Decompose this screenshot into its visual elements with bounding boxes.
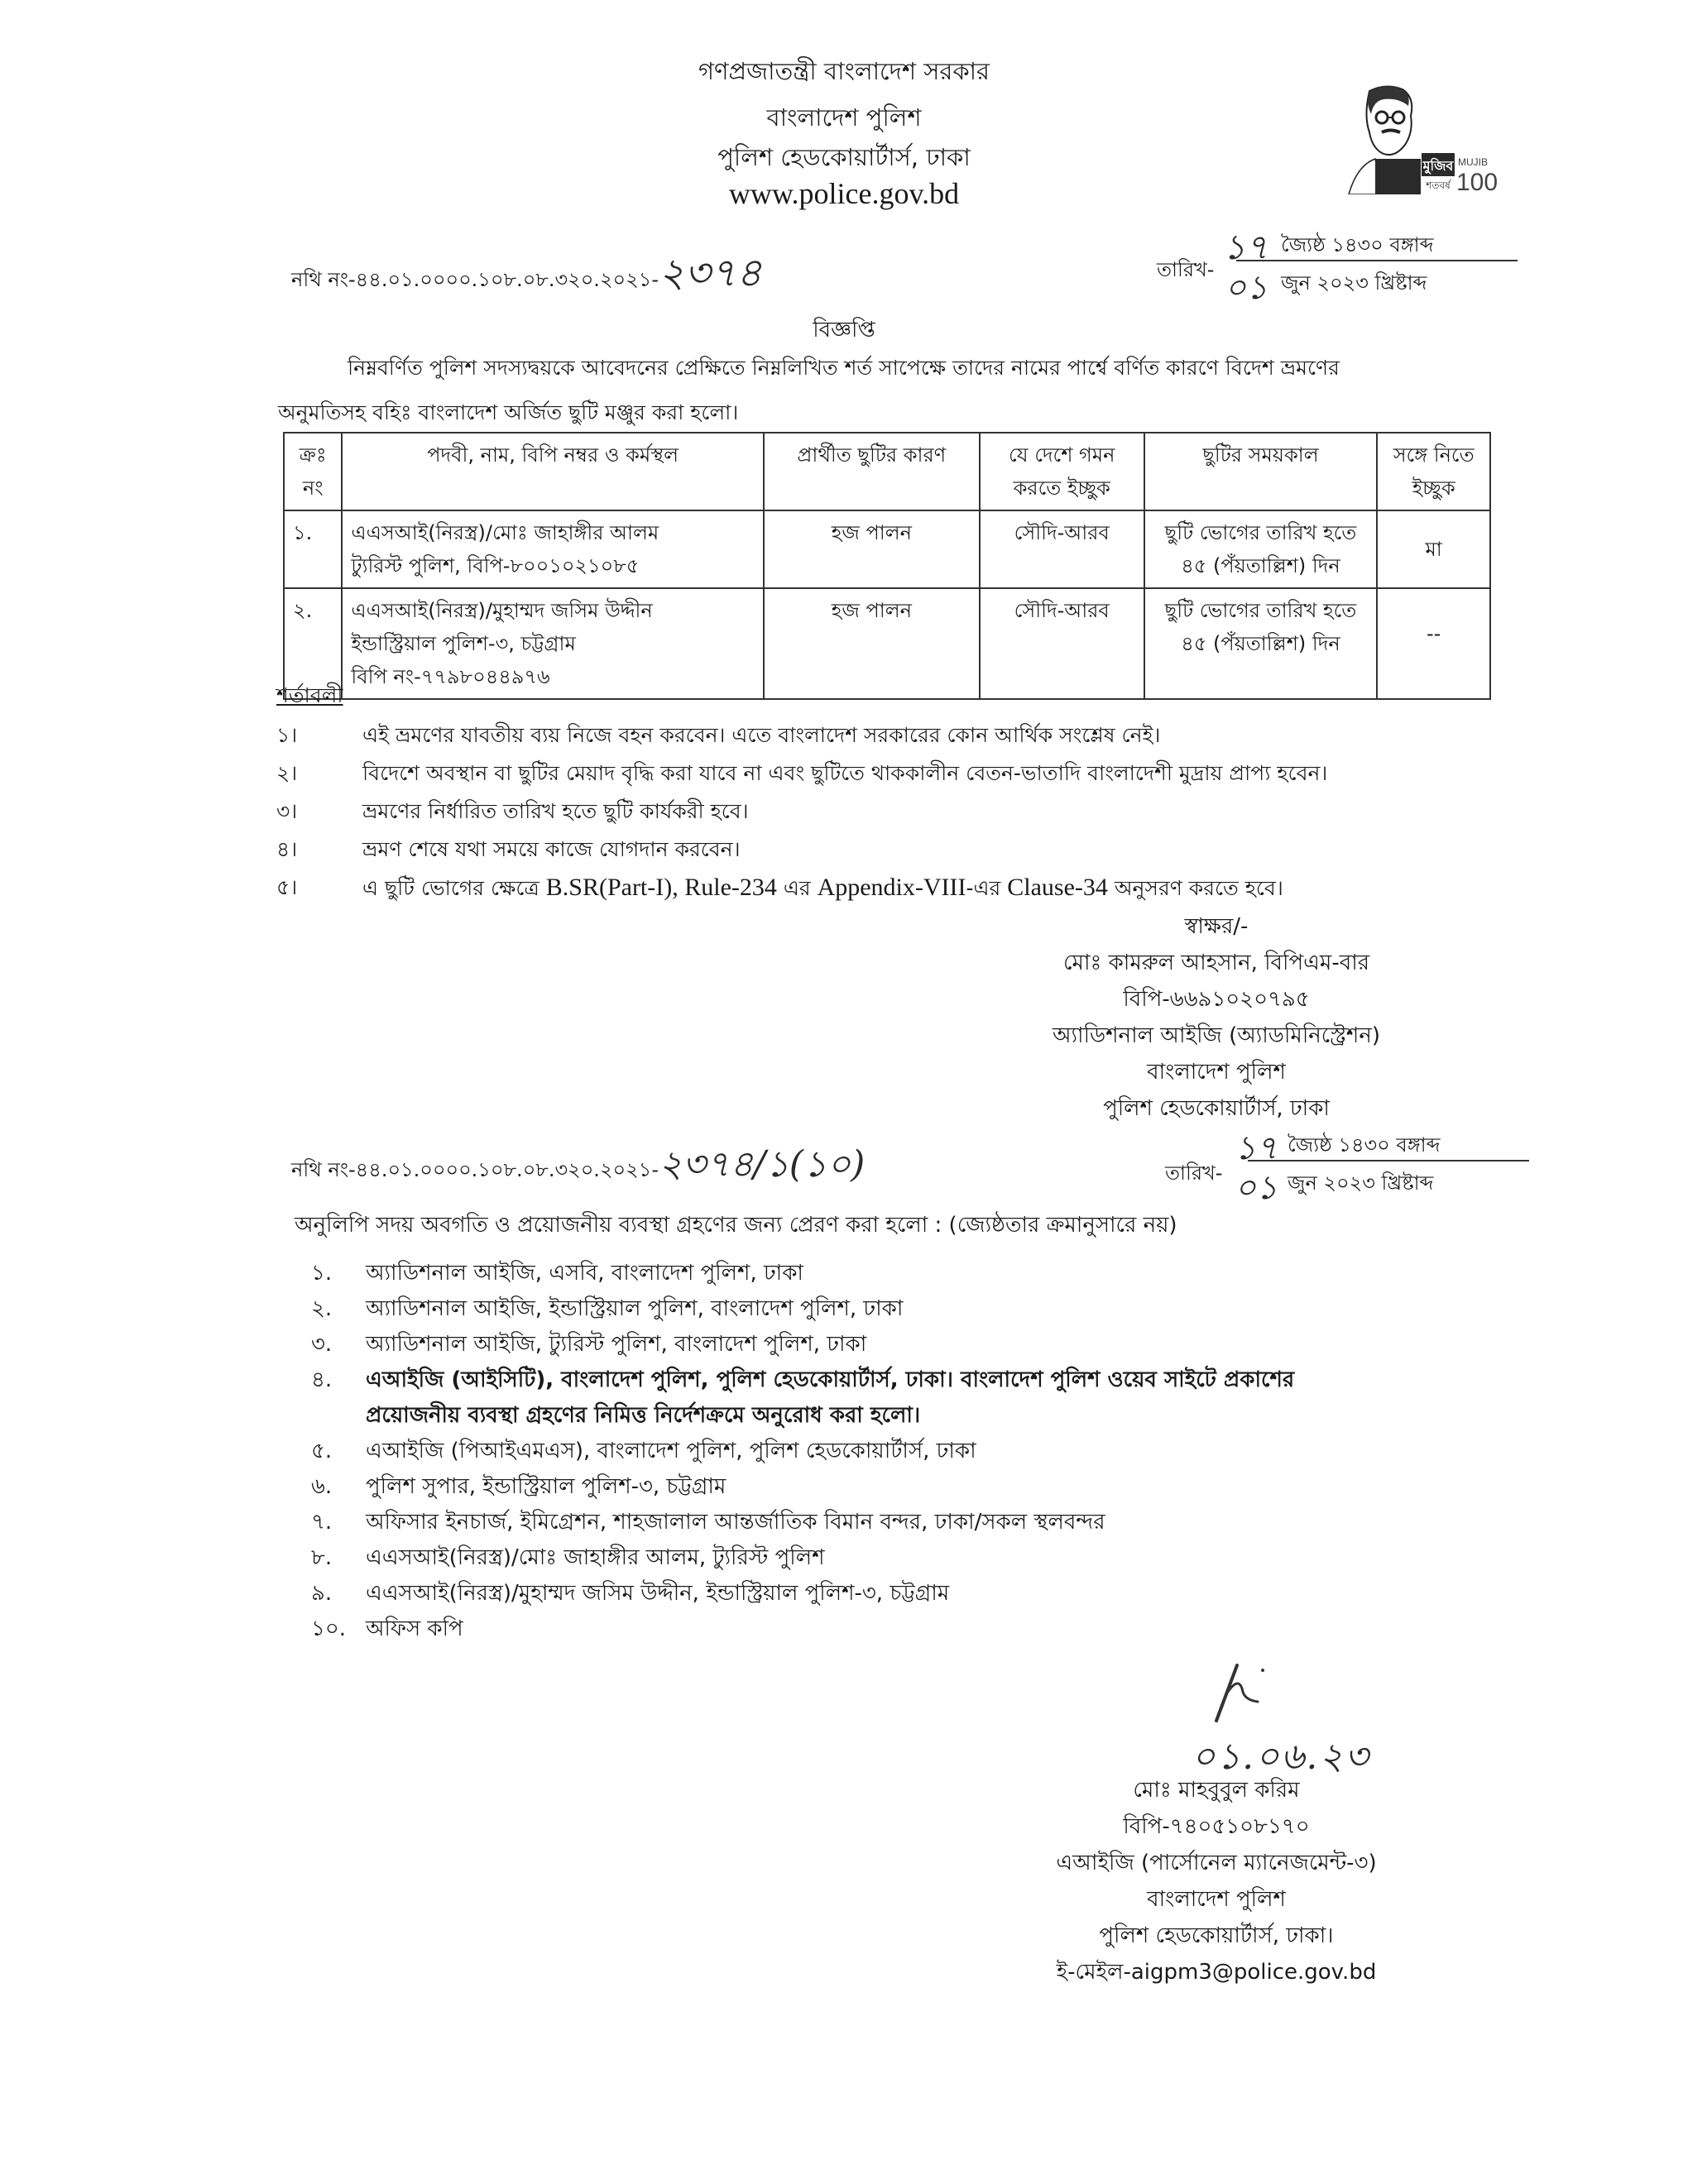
condition-text-mid: এর <box>776 876 818 900</box>
govt-title: গণপ্রজাতন্ত্রী বাংলাদেশ সরকার <box>698 57 990 85</box>
list-number: ৩. <box>311 1332 333 1357</box>
list-item <box>311 1256 1470 1291</box>
list-number: ১০. <box>311 1616 347 1641</box>
condition-number: ২। <box>276 761 298 785</box>
col-details: পদবী, নাম, বিপি নম্বর ও কর্মস্থল <box>342 433 763 510</box>
leave-table <box>283 432 1491 700</box>
condition-text: বিদেশে অবস্থান বা ছুটির মেয়াদ বৃদ্ধি করা যাবে না এবং ছুটিতে থাককালীন বেতন-ভাতাদি বাংলাদেশী মুদ্রায় প্রাপ্য হবেন। <box>362 761 1328 785</box>
signature-icon <box>1200 1659 1299 1729</box>
condition-number: ৩। <box>276 799 298 823</box>
notice-title: বিজ্ঞপ্তি <box>813 318 875 342</box>
notice-body-line1: নিম্নবর্ণিত পুলিশ সদস্যদ্বয়কে আবেদনের প্রেক্ষিতে নিম্নলিখিত শর্ত সাপেক্ষে তাদের নামের পার্শ্বে বর্ণিত কারণে বিদেশ ভ্রমণের <box>348 356 1340 380</box>
memo-number <box>291 243 762 309</box>
list-item <box>311 1576 1470 1612</box>
list-number: ৯. <box>311 1581 333 1606</box>
org-title: বাংলাদেশ পুলিশ <box>766 103 922 132</box>
list-number: ৫. <box>311 1439 333 1463</box>
list-number: ৭. <box>311 1510 333 1535</box>
signatory-block-2 <box>993 1772 1440 1990</box>
list-text: অফিস কপি <box>366 1616 463 1641</box>
list-item <box>311 1434 1470 1469</box>
table-header-row <box>284 433 1490 510</box>
list-text: অ্যাডিশনাল আইজি, ইন্ডাস্ট্রিয়াল পুলিশ, বাংলাদেশ পুলিশ, ঢাকা <box>366 1296 904 1321</box>
condition-number: ৫। <box>276 875 298 899</box>
signature-date: ০১.০৬.২৩ <box>1192 1736 1370 1778</box>
svg-text:শতবর্ষ: শতবর্ষ <box>1426 180 1451 191</box>
date-en: জুন ২০২৩ খ্রিষ্টাব্দ <box>1281 271 1427 295</box>
row-details-line: এএসআই(নিরস্ত্র)/মুহাম্মদ জসিম উদ্দীন <box>351 599 653 622</box>
list-item <box>311 1612 1470 1647</box>
condition-text-post: অনুসরণ করতে হবে। <box>1107 876 1283 900</box>
list-item <box>311 1291 1470 1327</box>
date-label: তারিখ- <box>1157 258 1215 281</box>
condition-text: ভ্রমণের নির্ধারিত তারিখ হতে ছুটি কার্যকরী হবে। <box>362 799 749 823</box>
col-serial: ক্রঃ নং <box>284 433 342 510</box>
row-details-line: ইন্ডাস্ট্রিয়াল পুলিশ-৩, চট্টগ্রাম <box>351 632 576 655</box>
row-period-line: ৪৫ (পঁয়তাল্লিশ) দিন <box>1181 632 1340 655</box>
memo-prefix: নথি নং-৪৪.০১.০০০০.১০৮.০৮.৩২০.২০২১- <box>291 1158 659 1181</box>
copy-intro: অনুলিপি সদয় অবগতি ও প্রয়োজনীয় ব্যবস্থা গ্রহণের জন্য প্রেরণ করা হলো : (জ্যেষ্ঠতার ক্রমানুসারে নয়) <box>295 1213 1177 1238</box>
list-number: ১. <box>311 1261 333 1286</box>
col-companion: সঙ্গে নিতে ইচ্ছুক <box>1377 433 1490 510</box>
signatory-block-1 <box>976 908 1456 1127</box>
list-text: এআইজি (আইসিটি), বাংলাদেশ পুলিশ, পুলিশ হেডকোয়ার্টার্স, ঢাকা। বাংলাদেশ পুলিশ ওয়েব সাইটে প্রকাশের <box>366 1367 1295 1392</box>
date-bn: জ্যৈষ্ঠ ১৪৩০ বঙ্গাব্দ <box>1281 233 1434 256</box>
list-text: অ্যাডিশনাল আইজি, ট্যুরিস্ট পুলিশ, বাংলাদেশ পুলিশ, ঢাকা <box>366 1332 867 1357</box>
row-reason: হজ পালন <box>764 588 980 699</box>
office-title: পুলিশ হেডকোয়ার্টার্স, ঢাকা <box>717 143 971 171</box>
condition-text <box>362 869 1283 908</box>
list-text: পুলিশ সুপার, ইন্ডাস্ট্রিয়াল পুলিশ-৩, চট্টগ্রাম <box>366 1474 727 1499</box>
condition-text: এই ভ্রমণের যাবতীয় ব্যয় নিজে বহন করবেন। এতে বাংলাদেশ সরকারের কোন আর্থিক সংশ্লেষ নেই। <box>362 723 1161 747</box>
row-details-line: এএসআই(নিরস্ত্র)/মোঃ জাহাঙ্গীর আলম <box>351 521 659 544</box>
list-text: অ্যাডিশনাল আইজি, এসবি, বাংলাদেশ পুলিশ, ঢাকা <box>366 1261 803 1286</box>
memo-prefix: নথি নং-৪৪.০১.০০০০.১০৮.০৮.৩২০.২০২১- <box>291 268 659 291</box>
col-country: যে দেশে গমন করতে ইচ্ছুক <box>980 433 1144 510</box>
condition-text-pre: এ ছুটি ভোগের ক্ষেত্রে <box>362 876 546 900</box>
signatory-name: মোঃ মাহবুবুল করিম <box>1133 1778 1300 1803</box>
signed-mark: স্বাক্ষর/- <box>1184 914 1249 939</box>
clause-reference: Clause-34 <box>1007 874 1108 901</box>
notice-body-line2: অনুমতিসহ বহিঃ বাংলাদেশ অর্জিত ছুটি মঞ্জুর করা হলো। <box>278 400 739 424</box>
date-bn-day: ১৭ <box>1235 1129 1278 1167</box>
date-en-day: ০১ <box>1225 269 1268 307</box>
rule-reference: B.SR(Part-I), Rule-234 <box>545 874 777 901</box>
list-item <box>311 1363 1470 1398</box>
list-item-continuation <box>311 1398 1470 1434</box>
row-period-line: ছুটি ভোগের তারিখ হতে <box>1164 521 1357 544</box>
row-country: সৌদি-আরব <box>980 588 1144 699</box>
date-divider <box>1236 260 1518 261</box>
list-number: ৮. <box>311 1545 333 1570</box>
signatory-office: পুলিশ হেডকোয়ার্টার্স, ঢাকা <box>1103 1096 1330 1121</box>
row-period-line: ৪৫ (পঁয়তাল্লিশ) দিন <box>1181 554 1340 577</box>
memo-number-2 <box>291 1137 865 1197</box>
signatory-designation: এআইজি (পার্সোনেল ম্যানেজমেন্ট-৩) <box>1056 1851 1377 1875</box>
row-details-line: বিপি নং-৭৭৯৮০৪৪৯৭৬ <box>351 665 550 688</box>
row-details <box>342 588 763 699</box>
list-text: এএসআই(নিরস্ত্র)/মুহাম্মদ জসিম উদ্দীন, ইন্ডাস্ট্রিয়াল পুলিশ-৩, চট্টগ্রাম <box>366 1581 950 1606</box>
row-country: সৌদি-আরব <box>980 510 1144 588</box>
table-row <box>284 510 1490 588</box>
signatory-office: পুলিশ হেডকোয়ার্টার্স, ঢাকা। <box>1099 1923 1334 1948</box>
list-number: ২. <box>311 1296 333 1321</box>
condition-text: ভ্রমণ শেষে যথা সময়ে কাজে যোগদান করবেন। <box>362 837 741 861</box>
memo-handwritten-number: ২৩৭৪ <box>659 250 762 296</box>
signatory-org: বাংলাদেশ পুলিশ <box>1147 1060 1286 1085</box>
list-text: প্রয়োজনীয় ব্যবস্থা গ্রহণের নিমিত্ত নির্দেশক্রমে অনুরোধ করা হলো। <box>366 1403 921 1428</box>
memo-date <box>1157 223 1521 306</box>
row-details-line: ট্যুরিস্ট পুলিশ, বিপি-৮০০১০২১০৮৫ <box>351 554 640 577</box>
date-divider <box>1248 1160 1529 1161</box>
condition-text-mid: -এর <box>966 876 1008 900</box>
date-en: জুন ২০২৩ খ্রিষ্টাব্দ <box>1288 1171 1434 1195</box>
list-item <box>311 1540 1470 1576</box>
date-en-day: ০১ <box>1235 1169 1278 1207</box>
row-details <box>342 510 763 588</box>
row-serial: ১. <box>284 510 342 588</box>
memo-date-2 <box>1165 1125 1529 1208</box>
date-label: তারিখ- <box>1165 1161 1223 1185</box>
copy-list <box>311 1256 1470 1647</box>
website-link[interactable]: www.police.gov.bd <box>728 177 960 210</box>
signatory-name: মোঃ কামরুল আহসান, বিপিএম-বার <box>1062 951 1370 975</box>
signatory-org: বাংলাদেশ পুলিশ <box>1147 1887 1286 1912</box>
row-companion: মা <box>1377 510 1490 588</box>
row-serial: ২. <box>284 588 342 699</box>
row-period-line: ছুটি ভোগের তারিখ হতে <box>1164 599 1357 622</box>
row-period <box>1144 588 1378 699</box>
list-item <box>311 1327 1470 1363</box>
table-row <box>284 588 1490 699</box>
signatory-email[interactable]: ই-মেইল-aigpm3@police.gov.bd <box>1056 1960 1377 1985</box>
date-bn-day: ১৭ <box>1223 227 1268 267</box>
row-period <box>1144 510 1378 588</box>
condition-number: ১। <box>276 723 298 747</box>
list-text: এএসআই(নিরস্ত্র)/মোঃ জাহাঙ্গীর আলম, ট্যুরিস্ট পুলিশ <box>366 1545 825 1570</box>
condition-number: ৪। <box>276 837 298 861</box>
mujib-100-logo <box>1324 83 1506 194</box>
portrait-icon <box>1324 83 1506 194</box>
handwritten-signature <box>1200 1659 1299 1729</box>
svg-text:MUJIB: MUJIB <box>1458 156 1488 168</box>
col-reason: প্রার্থীত ছুটির কারণ <box>764 433 980 510</box>
list-number: ৬. <box>311 1474 333 1499</box>
list-item <box>311 1469 1470 1505</box>
appendix-reference: Appendix-VIII <box>817 874 966 901</box>
row-reason: হজ পালন <box>764 510 980 588</box>
list-text: এআইজি (পিআইএমএস), বাংলাদেশ পুলিশ, পুলিশ হেডকোয়ার্টার্স, ঢাকা <box>366 1439 976 1463</box>
svg-text:মুজিব: মুজিব <box>1422 158 1454 174</box>
date-bn: জ্যৈষ্ঠ ১৪৩০ বঙ্গাব্দ <box>1288 1133 1441 1157</box>
svg-text:100: 100 <box>1456 169 1499 194</box>
row-companion: -- <box>1377 588 1490 699</box>
conditions-title: শর্তাবলী <box>276 683 343 707</box>
signatory-designation: অ্যাডিশনাল আইজি (অ্যাডমিনিস্ট্রেশন) <box>1053 1023 1380 1048</box>
memo-handwritten-number: ২৩৭৪/১(১০) <box>659 1143 866 1185</box>
col-period: ছুটির সময়কাল <box>1144 433 1378 510</box>
signatory-bp: বিপি-৬৬৯১০২০৭৯৫ <box>1123 987 1310 1012</box>
signatory-bp: বিপি-৭৪০৫১০৮১৭০ <box>1123 1814 1310 1839</box>
list-item <box>311 1505 1470 1540</box>
list-text: অফিসার ইনচার্জ, ইমিগ্রেশন, শাহজালাল আন্তর্জাতিক বিমান বন্দর, ঢাকা/সকল স্থলবন্দর <box>366 1510 1105 1535</box>
list-number: ৪. <box>311 1367 333 1392</box>
